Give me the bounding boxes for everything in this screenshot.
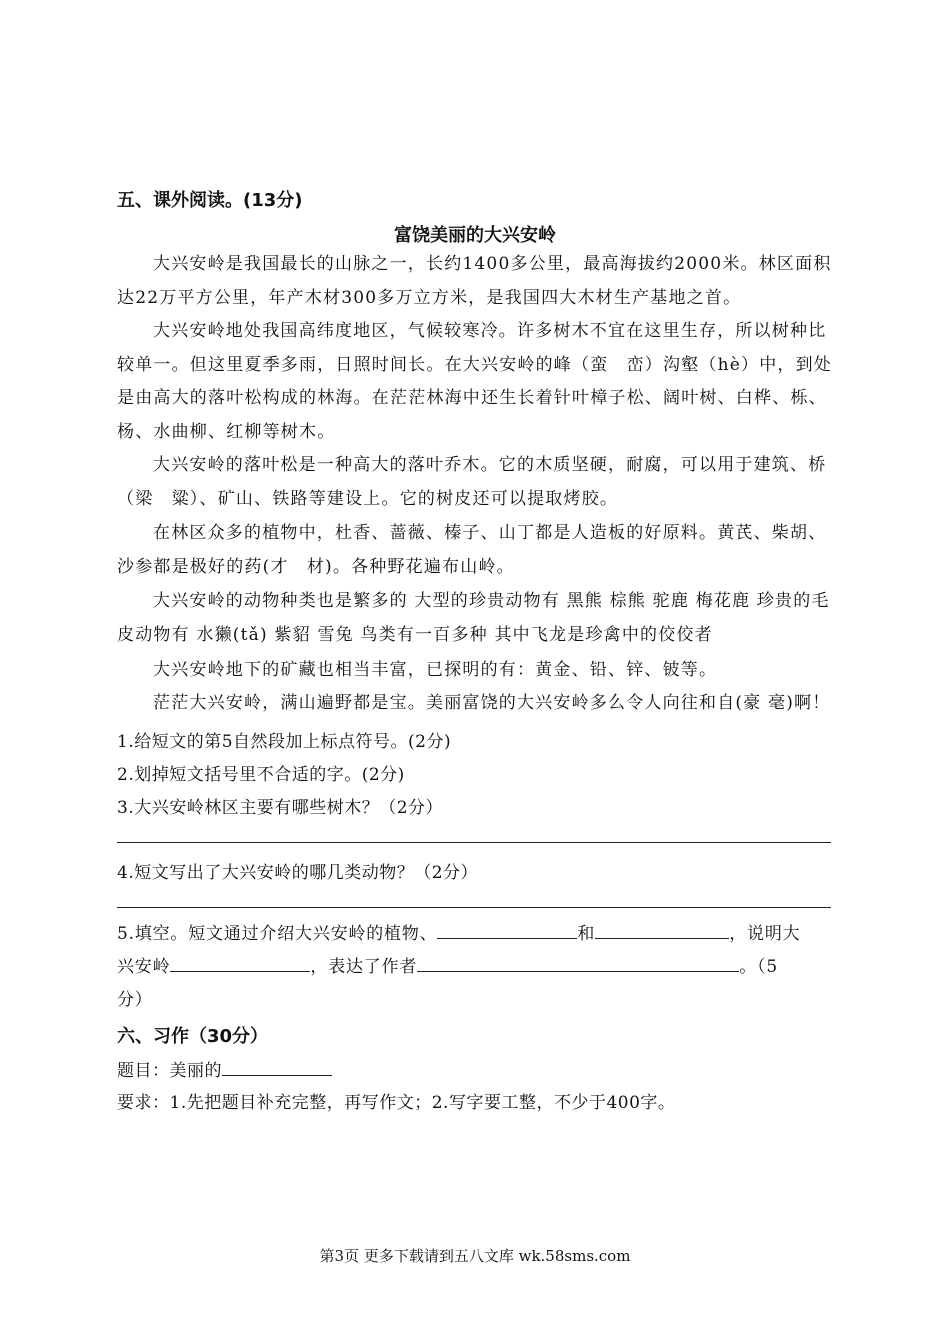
question-5 [117,918,831,1017]
passage-paragraph-2: 大兴安岭地处我国高纬度地区，气候较寒冷。许多树木不宜在这里生存，所以树种比较单一。但这里夏季多雨，日照时间长。在大兴安岭的峰（蛮 峦）沟壑（hè）中，到处是由高大的落叶松构成的林海。在茫茫林海中还生长着针叶樟子松、阔叶树、白桦、栎、杨、水曲柳、红柳等树木。 [117,321,833,442]
question-4: 4.短文写出了大兴安岭的哪几类动物？（2分） [117,863,479,883]
essay-topic [117,1056,332,1081]
blank-plants-other-1[interactable] [437,920,577,939]
page-footer: 第3页 更多下载请到五八文库 wk.58sms.com [319,1247,631,1265]
answer-line-4[interactable] [117,907,831,908]
answer-line-3[interactable] [117,842,831,843]
question-2: 2.划掉短文括号里不合适的字。(2分) [117,765,405,785]
question-5-text-e: ，表达了作者 [310,957,418,977]
question-5-text-d: 兴安岭 [117,957,171,977]
blank-plants-other-2[interactable] [595,920,729,939]
blank-describe[interactable] [170,953,310,972]
passage-title: 富饶美丽的大兴安岭 [394,225,556,246]
question-5-text-f: 。（5 [739,957,778,977]
essay-requirements: 要求：1.先把题目补充完整，再写作文；2.写字要工整，不少于400字。 [117,1093,676,1113]
essay-topic-blank[interactable] [222,1057,332,1076]
section5-heading: 五、课外阅读。(13分) [117,190,303,211]
passage-paragraph-7: 茫茫大兴安岭，满山遍野都是宝。美丽富饶的大兴安岭多么令人向往和自(豪 毫)啊！ [153,693,831,713]
passage-paragraph-3: 大兴安岭的落叶松是一种高大的落叶乔木。它的木质坚硬，耐腐，可以用于建筑、桥（梁 粱）、矿山、铁路等建设上。它的树皮还可以提取烤胶。 [117,455,827,509]
question-5-text-a: 5.填空。短文通过介绍大兴安岭的植物、 [117,924,438,944]
passage-paragraph-4: 在林区众多的植物中，杜香、蔷薇、榛子、山丁都是人造板的好原料。黄芪、柴胡、沙参都是极好的药(才 材)。各种野花遍布山岭。 [117,523,827,577]
blank-feeling[interactable] [417,953,739,972]
question-3: 3.大兴安岭林区主要有哪些树木？（2分） [117,798,444,818]
essay-topic-label: 题目：美丽的 [117,1061,222,1081]
question-1: 1.给短文的第5自然段加上标点符号。(2分) [117,732,452,752]
passage-paragraph-1: 大兴安岭是我国最长的山脉之一，长约1400多公里，最高海拔约2000米。林区面积达22万平方公里，年产木材300多万立方米，是我国四大木材生产基地之首。 [117,254,832,308]
passage-paragraph-5: 大兴安岭的动物种类也是繁多的 大型的珍贵动物有 黑熊 棕熊 驼鹿 梅花鹿 珍贵的毛皮动物有 水獭(tǎ) 紫貂 雪兔 鸟类有一百多种 其中飞龙是珍禽中的佼佼者 [117,591,830,645]
passage-paragraph-6: 大兴安岭地下的矿藏也相当丰富，已探明的有：黄金、铅、锌、铍等。 [153,660,718,680]
question-5-text-c: ，说明大 [729,924,801,944]
question-5-text-b: 和 [577,924,596,944]
question-5-text-g: 分） [117,990,153,1010]
section6-heading: 六、习作（30分） [117,1026,269,1047]
